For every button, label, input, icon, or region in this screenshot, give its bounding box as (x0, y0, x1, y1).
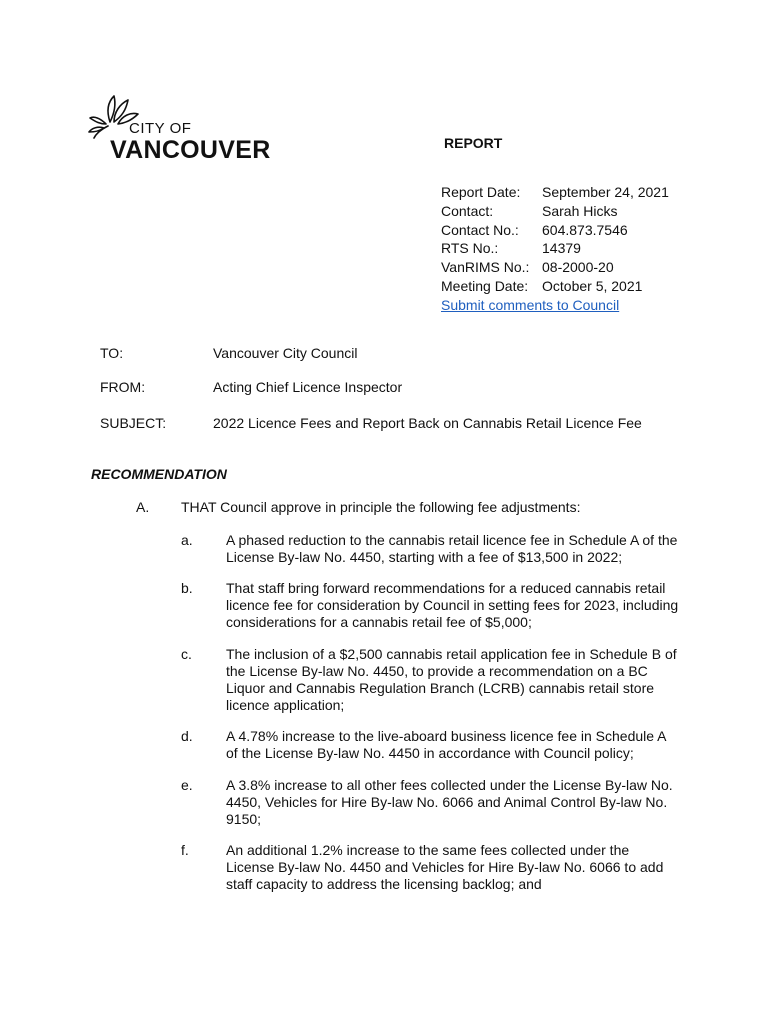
logo-vancouver-text: VANCOUVER (110, 136, 271, 164)
recommendation-heading: RECOMMENDATION (91, 466, 227, 482)
report-title: REPORT (444, 135, 503, 151)
meta-row-contact-no (441, 221, 669, 240)
item-letter: a. (181, 532, 193, 548)
meta-row-rts-no (441, 239, 669, 258)
meta-label: VanRIMS No.: (441, 259, 530, 276)
logo-city-of-text: CITY OF (129, 120, 192, 137)
from-value: Acting Chief Licence Inspector (213, 379, 403, 395)
item-letter: e. (181, 777, 193, 793)
to-value: Vancouver City Council (213, 345, 358, 361)
submit-comments-link[interactable]: Submit comments to Council (441, 296, 620, 313)
report-metadata (441, 183, 669, 315)
subject-label: SUBJECT: (100, 415, 167, 431)
item-letter: d. (181, 728, 193, 744)
item-text: That staff bring forward recommendations for a reduced cannabis retail licence fee for consideration by Council in setting fees for 2023, including considerations for a cannabis retail fee of $5,000; (226, 580, 679, 630)
meta-row-meeting-date (441, 277, 669, 296)
meta-row-contact (441, 202, 669, 221)
city-of-vancouver-logo (88, 92, 271, 164)
item-letter: f. (181, 842, 189, 858)
meta-value: 604.873.7546 (542, 221, 628, 238)
from-label: FROM: (100, 379, 146, 395)
meta-row-vanrims-no (441, 258, 669, 277)
meta-label: Report Date: (441, 184, 521, 200)
item-letter: b. (181, 580, 193, 596)
meta-value: 14379 (542, 240, 581, 257)
item-text: An additional 1.2% increase to the same fees collected under the License By-law No. 4450 and Vehicles for Hire By-law No. 6066 to add staff capacity to address the licensing backlog; and (226, 842, 664, 892)
recommendation-a-letter: A. (136, 499, 150, 515)
meta-value: October 5, 2021 (542, 277, 643, 294)
item-text: The inclusion of a $2,500 cannabis retail application fee in Schedule B of the License By-law No. 4450, to provide a recommendation on a BC Liquor and Cannabis Regulation Branch (LCRB) cannabis retail store licence application; (226, 646, 677, 713)
subject-value: 2022 Licence Fees and Report Back on Cannabis Retail Licence Fee (213, 415, 642, 431)
meta-value: September 24, 2021 (542, 184, 669, 200)
item-text: A 3.8% increase to all other fees collected under the License By-law No. 4450, Vehicles for Hire By-law No. 6066 and Animal Control By-law No. 9150; (226, 777, 673, 827)
item-text: A phased reduction to the cannabis retail licence fee in Schedule A of the License By-law No. 4450, starting with a fee of $13,500 in 2022; (226, 532, 678, 565)
meta-label: RTS No.: (441, 240, 499, 257)
item-letter: c. (181, 646, 192, 662)
item-text: A 4.78% increase to the live-aboard business licence fee in Schedule A of the License By-law No. 4450 in accordance with Council policy; (226, 728, 666, 761)
meta-value: Sarah Hicks (542, 202, 618, 219)
recommendation-a-text: THAT Council approve in principle the following fee adjustments: (181, 499, 581, 515)
meta-label: Meeting Date: (441, 277, 529, 294)
to-label: TO: (100, 345, 124, 361)
meta-value: 08-2000-20 (542, 259, 614, 276)
meta-label: Contact No.: (441, 221, 519, 238)
meta-row-report-date (441, 183, 669, 202)
meta-label: Contact: (441, 202, 494, 219)
